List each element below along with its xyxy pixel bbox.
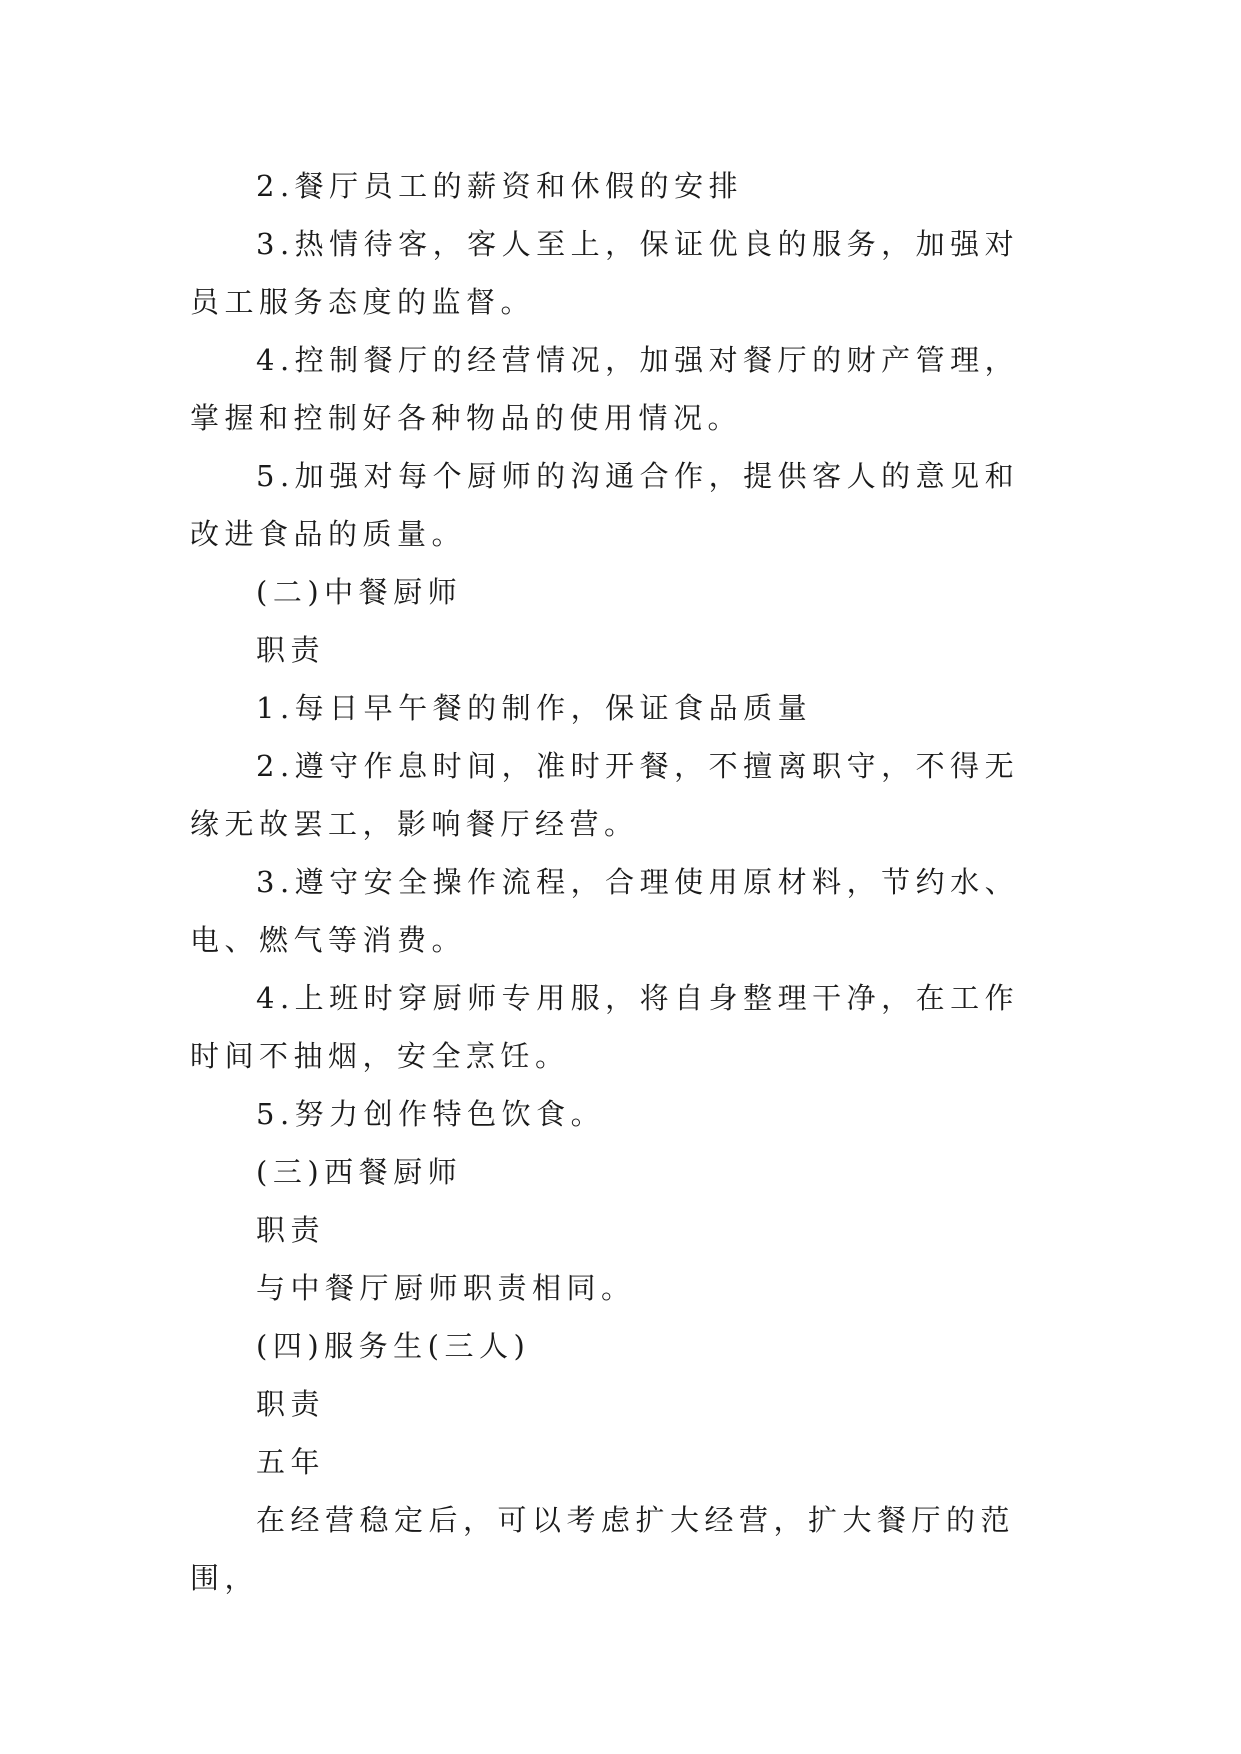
duties-label: 职责 bbox=[256, 1213, 326, 1247]
paragraph-expansion: 在经营稳定后，可以考虑扩大经营，扩大餐厅的范围， bbox=[190, 1503, 1016, 1595]
section-heading-chinese-chef: (二)中餐厨师 bbox=[256, 575, 463, 609]
section-heading-five-years: 五年 bbox=[256, 1445, 326, 1479]
duties-label: 职责 bbox=[256, 1387, 326, 1421]
paragraph-salary-leave: 2.餐厅员工的薪资和休假的安排 bbox=[256, 169, 744, 203]
paragraph-work-schedule: 2.遵守作息时间，准时开餐，不擅离职守，不得无缘无故罢工，影响餐厅经营。 bbox=[190, 749, 1020, 841]
paragraph-specialty: 5.努力创作特色饮食。 bbox=[256, 1097, 606, 1131]
paragraph-uniform: 4.上班时穿厨师专用服，将自身整理干净，在工作时间不抽烟，安全烹饪。 bbox=[190, 981, 1020, 1073]
paragraph-safety: 3.遵守安全操作流程，合理使用原材料，节约水、电、燃气等消费。 bbox=[190, 865, 1020, 957]
document-body bbox=[190, 157, 1050, 1607]
section-heading-waiters: (四)服务生(三人) bbox=[256, 1329, 531, 1363]
paragraph-hospitality: 3.热情待客，客人至上，保证优良的服务，加强对员工服务态度的监督。 bbox=[190, 227, 1020, 319]
paragraph-daily-meals: 1.每日早午餐的制作，保证食品质量 bbox=[256, 691, 813, 725]
paragraph-chef-communication: 5.加强对每个厨师的沟通合作，提供客人的意见和改进食品的质量。 bbox=[190, 459, 1020, 551]
paragraph-operation-control: 4.控制餐厅的经营情况，加强对餐厅的财产管理，掌握和控制好各种物品的使用情况。 bbox=[190, 343, 1020, 435]
duties-label: 职责 bbox=[256, 633, 326, 667]
paragraph-same-duties: 与中餐厅厨师职责相同。 bbox=[256, 1271, 636, 1305]
section-heading-western-chef: (三)西餐厨师 bbox=[256, 1155, 463, 1189]
